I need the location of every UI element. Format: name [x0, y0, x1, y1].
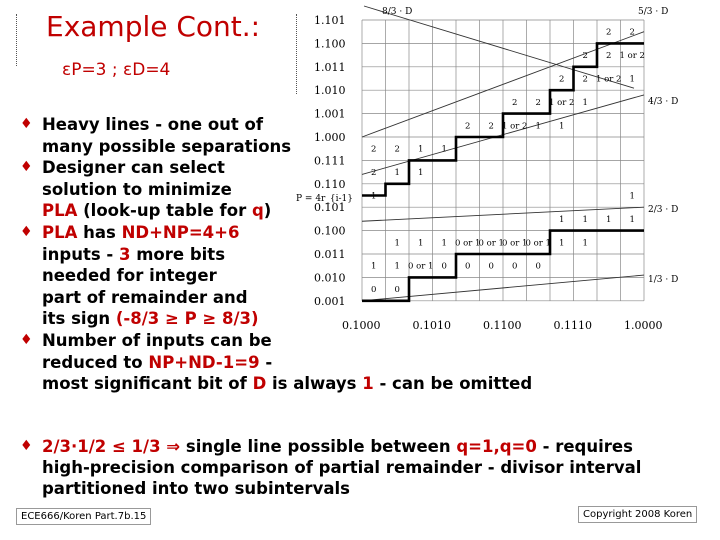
diamond-bullet-icon: ♦ — [20, 438, 33, 454]
line-label: 8/3 · D — [382, 7, 413, 17]
bullet-line — [42, 179, 600, 201]
y-tick-label: 1.000 — [314, 131, 346, 144]
bullet-item — [10, 222, 600, 330]
text-run: 3 — [119, 244, 131, 264]
cell-value: 1 — [394, 168, 400, 179]
diamond-bullet-icon: ♦ — [20, 223, 33, 240]
cell-value: 2 — [465, 121, 471, 132]
x-tick-label: 0.1000 — [342, 318, 381, 332]
cell-value: 1 — [606, 214, 612, 225]
cell-value: 0 — [441, 261, 447, 272]
cell-value: 1 or 2 — [549, 97, 575, 108]
cell-value: 0 — [488, 261, 494, 272]
bullet-list — [10, 114, 600, 395]
cell-value: 2 — [629, 27, 635, 38]
text-run: PLA — [42, 201, 78, 221]
cell-value: 0 or 1 — [408, 261, 434, 272]
cell-value: 1 — [582, 238, 588, 249]
cell-value: 1 — [559, 121, 565, 132]
bullet-line — [42, 114, 600, 136]
bullet-item — [10, 114, 600, 157]
cell-value: 1 — [629, 191, 635, 202]
text-run: ) — [263, 201, 272, 221]
x-tick-label: 0.1110 — [553, 318, 592, 332]
cell-value: 2 — [394, 144, 400, 155]
cell-value: 0 — [394, 285, 400, 296]
y-tick-label: 0.101 — [314, 201, 346, 215]
cell-value: 1 — [559, 214, 565, 225]
slide-footer-course: ECE666/Koren Part.7b.15 — [16, 508, 151, 525]
boundary-line — [364, 6, 634, 88]
cell-value: 1 — [535, 121, 541, 132]
y-tick-label: 1.001 — [314, 107, 346, 121]
bullet-line — [42, 373, 600, 395]
bullet-line — [42, 457, 710, 478]
x-tick-label: 0.1100 — [483, 318, 522, 332]
text-run: Number of inputs can be — [42, 330, 272, 350]
cell-value: 1 or 2 — [502, 121, 528, 132]
y-tick-label: 0.001 — [314, 294, 346, 308]
bullet-line — [42, 287, 600, 309]
cell-value: 2 — [606, 27, 612, 38]
text-run: most significant bit of — [42, 374, 253, 394]
text-run: D — [252, 374, 267, 394]
cell-value: 1 or 2 — [619, 51, 645, 62]
text-run: - can be omitted — [373, 374, 533, 394]
text-run: ND+NP=4+6 — [121, 222, 240, 242]
bullet-line — [42, 157, 600, 179]
cell-value: 0 or 1 — [455, 238, 481, 249]
slide-footer-copyright: Copyright 2008 Koren — [578, 506, 697, 523]
diamond-bullet-icon: ♦ — [20, 331, 33, 348]
cell-value: 1 — [371, 191, 377, 202]
slide-title: Example Cont.: — [46, 10, 261, 43]
bottom-bullet — [10, 436, 710, 499]
text-run: its sign — [42, 309, 116, 329]
y-tick-label: 1.100 — [314, 37, 346, 51]
bullet-line — [42, 308, 600, 330]
cell-value: 1 — [629, 214, 635, 225]
cell-value: 1 — [394, 261, 400, 272]
cell-value: 1 — [441, 238, 447, 249]
cell-value: 1 — [371, 261, 377, 272]
text-run: many possible separations — [42, 136, 292, 156]
slide-subtitle: εP=3 ; εD=4 — [62, 60, 171, 80]
text-run: more bits — [130, 244, 226, 264]
text-run: (look-up table for — [77, 201, 252, 221]
cell-value: 2 — [512, 97, 518, 108]
line-label: 2/3 · D — [648, 204, 679, 215]
bullet-line — [42, 136, 600, 158]
cell-value: 0 or 1 — [525, 238, 551, 249]
y-tick-label: 0.111 — [314, 154, 346, 168]
cell-value: 2 — [535, 97, 541, 108]
cell-value: 0 — [465, 261, 471, 272]
text-run: NP+ND-1=9 — [148, 352, 260, 372]
bullet-line — [42, 200, 600, 222]
y-tick-label: 1.101 — [314, 14, 346, 27]
y-tick-label: 1.011 — [314, 60, 346, 74]
cell-value: 0 or 1 — [502, 238, 528, 249]
bullet-line — [42, 352, 600, 374]
cell-value: 2 — [371, 144, 377, 155]
cell-value: 1 — [629, 74, 635, 85]
cell-value: 2 — [371, 168, 377, 179]
cell-value: 1 — [559, 238, 565, 249]
cell-value: 1 — [394, 238, 400, 249]
line-label: 1/3 · D — [648, 275, 679, 286]
text-run: inputs - — [42, 244, 120, 264]
cell-value: 1 — [441, 144, 447, 155]
text-run: q=1,q=0 — [456, 437, 537, 456]
line-label: 5/3 · D — [638, 7, 669, 17]
y-tick-label: 0.010 — [314, 271, 346, 285]
x-tick-label: 0.1010 — [412, 318, 451, 332]
left-dotted-divider — [16, 14, 17, 66]
cell-value: 2 — [559, 74, 565, 85]
text-run: (-8/3 ≥ P ≥ 8/3) — [115, 309, 259, 329]
text-run: is always — [266, 374, 363, 394]
cell-value: 1 — [582, 97, 588, 108]
text-run: q — [251, 201, 264, 221]
text-run: single line possible between — [180, 437, 457, 456]
bullet-item — [10, 436, 710, 499]
cell-value: 0 — [535, 261, 541, 272]
diamond-bullet-icon: ♦ — [20, 116, 33, 132]
text-run: high-precision comparison of partial remainder - divisor interval — [42, 458, 642, 477]
cell-value: 1 — [582, 214, 588, 225]
bullet-line — [42, 244, 600, 266]
text-run: needed for integer — [42, 266, 217, 286]
cell-value: 0 — [371, 285, 377, 296]
y-tick-label: 0.100 — [314, 224, 346, 238]
bullet-item — [10, 157, 600, 222]
cell-value: 2 — [582, 51, 588, 62]
cell-value: 1 — [418, 168, 424, 179]
bullet-line — [42, 330, 600, 352]
cell-value: 2 — [488, 121, 494, 132]
text-run: 2/3·1/2 ≤ 1/3 ⇒ — [42, 437, 181, 456]
cell-value: 2 — [606, 51, 612, 62]
y-tick-label: 1.010 — [314, 84, 346, 98]
text-run: PLA — [42, 222, 78, 242]
bullet-line — [42, 478, 710, 499]
text-run: reduced to — [42, 352, 149, 372]
diamond-bullet-icon: ♦ — [20, 159, 33, 176]
cell-value: 1 — [418, 144, 424, 155]
text-run: - — [259, 352, 273, 372]
cell-value: 0 or 1 — [478, 238, 504, 249]
y-tick-label: 0.011 — [314, 248, 346, 261]
bullet-line — [42, 265, 600, 287]
text-run: Heavy lines - one out of — [42, 115, 264, 134]
cell-value: 1 or 2 — [596, 74, 622, 85]
text-run: Designer can select — [42, 158, 225, 178]
text-run: partitioned into two subintervals — [42, 479, 350, 498]
text-run: solution to minimize — [42, 179, 232, 199]
text-run: has — [77, 222, 122, 242]
text-run: part of remainder and — [42, 287, 248, 307]
x-tick-label: 1.0000 — [624, 318, 663, 332]
text-run: 1 — [362, 374, 374, 394]
cell-value: 1 — [418, 238, 424, 249]
bullet-line — [42, 436, 710, 457]
text-run: - requires — [536, 437, 633, 456]
bullet-line — [42, 222, 600, 244]
formula-label: P = 4r_{i-1} — [296, 194, 353, 205]
line-label: 4/3 · D — [648, 97, 679, 108]
cell-value: 0 — [512, 261, 518, 272]
bullet-item — [10, 330, 600, 395]
y-tick-label: 0.110 — [314, 177, 346, 191]
cell-value: 2 — [582, 74, 588, 85]
